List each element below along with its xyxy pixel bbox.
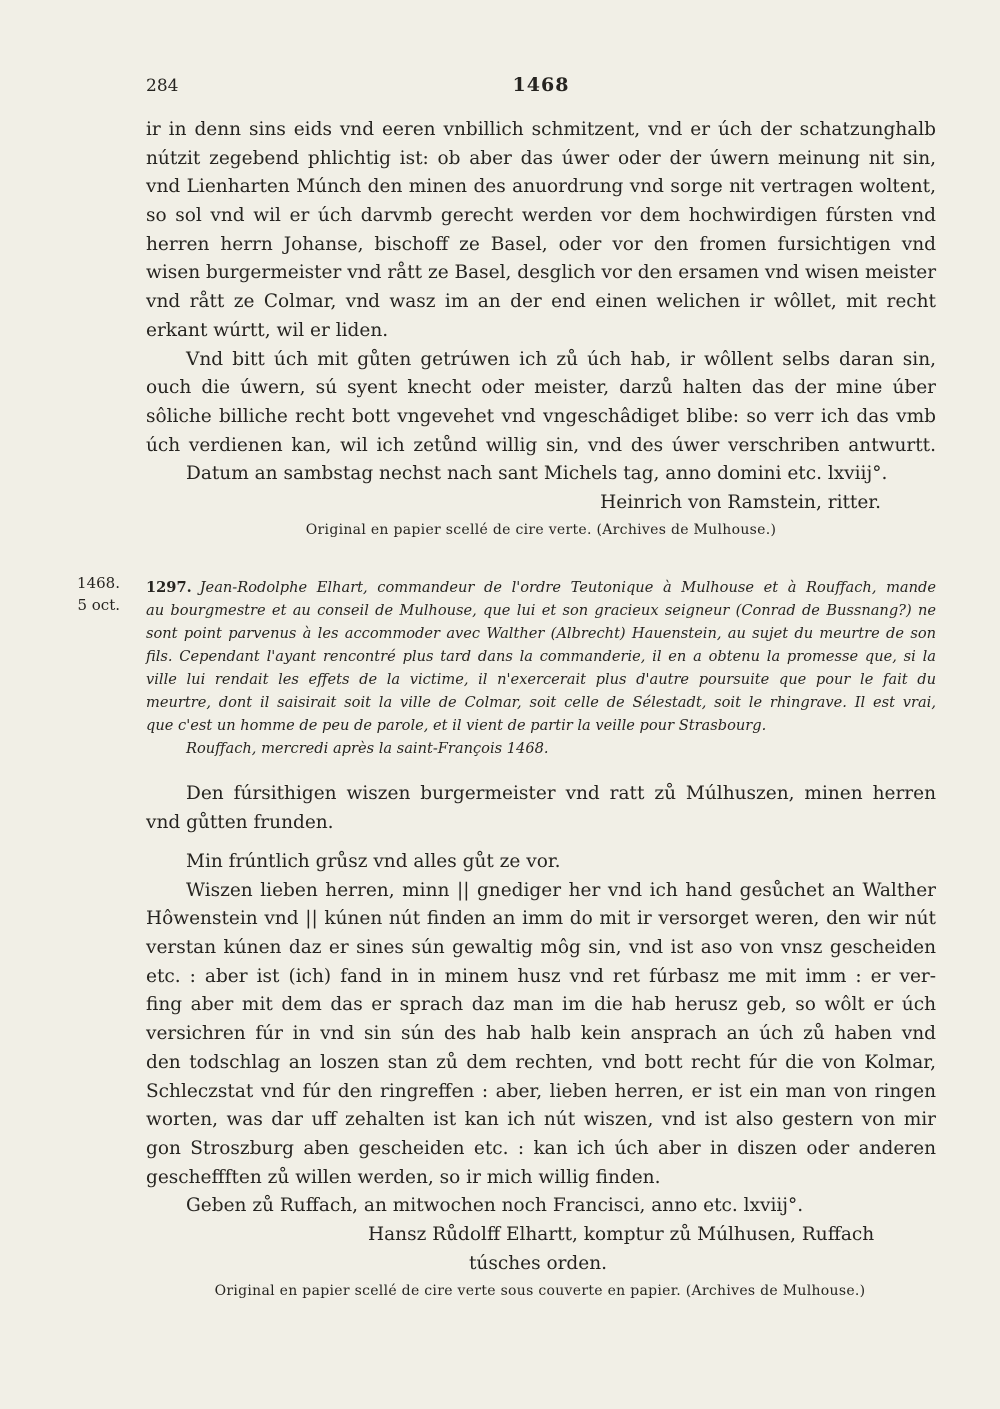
summary-line: que c'est un homme de peu de parole, et il vient de partir la veille pour Strasbourg.	[146, 717, 767, 734]
text-line: sôliche billiche recht bott vngevehet vnd vngeschâdiget blibe: so verr ich das vmb	[146, 405, 936, 427]
text-line: Schleczstat vnd fúr den ringreffen : aber, lieben herren, er ist ein man von ringen	[146, 1080, 936, 1102]
text-line: fing aber mit dem das er sprach daz man im die hab herusz geb, so wôlt er úch	[146, 994, 936, 1016]
page-header	[146, 76, 936, 106]
text-line: ouch die úwern, sú syent knecht oder meister, darzů halten das der mine úber	[146, 377, 936, 399]
document-2-source-note: Original en papier scellé de cire verte sous couverte en papier. (Archives de Mulhouse.)	[214, 1283, 866, 1299]
document-number: 1297.	[146, 579, 192, 596]
margin-day: 5 oct.	[77, 596, 120, 614]
text-line: erkant wúrtt, wil er liden.	[146, 319, 389, 341]
summary-line: sont point parvenus à les accommoder avec Walther (Albrecht) Hauenstein, au sujet du meurtre de son	[146, 625, 936, 642]
summary-line: meurtre, dont il saisirait soit la ville de Colmar, soit celle de Sélestadt, soit le rhingrave. Il est vrai,	[146, 694, 936, 711]
text-line: Vnd bitt úch mit gůten getrúwen ich zů úch hab, ir wôllent selbs daran sin,	[186, 348, 936, 370]
text-line: Wiszen lieben herren, minn || gnediger her vnd ich hand gesůchet an Walther	[186, 879, 936, 901]
text-line: Datum an sambstag nechst nach sant Michels tag, anno domini etc. lxviij°.	[186, 463, 888, 485]
text-line: versichren fúr in vnd sin sún des hab halb kein ansprach an úch zů haben vnd	[146, 1023, 936, 1045]
document-2-address	[146, 780, 936, 837]
margin-year: 1468.	[77, 574, 120, 592]
margin-date	[70, 572, 120, 616]
dating-line: Geben zů Ruffach, an mitwochen noch Francisci, anno etc. lxviij°.	[186, 1195, 804, 1217]
address-line: vnd gůtten frunden.	[146, 811, 334, 833]
page-number: 284	[146, 76, 179, 96]
summary-line: au bourgmestre et au conseil de Mulhouse, que lui et son gracieux seigneur (Conrad de Bussnang?) ne	[146, 602, 936, 619]
text-line: Hôwenstein vnd || kúnen nút finden an imm do mit ir versorget weren, den wir nút	[146, 908, 936, 930]
running-header-year: 1468	[512, 74, 570, 96]
summary-line	[146, 576, 936, 599]
text-line: wisen burgermeister vnd rått ze Basel, desglich vor den ersamen vnd wisen meister	[146, 262, 937, 284]
summary-line: ville lui rendait les effets de la victime, il n'exercerait plus d'autre poursuite que pour le fait du	[146, 671, 936, 688]
document-1-text	[146, 116, 936, 518]
text-line: herren herrn Johanse, bischoff ze Basel, oder vor den fromen fursichtigen vnd	[146, 233, 936, 255]
text-line: gon Stroszburg aben gescheiden etc. : kan ich úch aber in diszen oder anderen	[146, 1137, 936, 1159]
greeting-line: Min frúntlich grůsz vnd alles gůt ze vor.	[186, 851, 561, 872]
document-2-body	[146, 848, 936, 1278]
text-line: den todschlag an loszen stan zů dem rechten, vnd bott recht fúr die von Kolmar,	[146, 1051, 936, 1073]
text-line: verstan kúnen daz er sines sún gewaltig môg sin, vnd ist aso von vnsz gescheiden	[146, 937, 936, 959]
document-2-signature: túsches orden.	[469, 1252, 608, 1274]
document-2-signature: Hansz Růdolff Elhartt, komptur zů Múlhusen, Ruffach	[368, 1223, 875, 1245]
text-line: worten, was dar uff zehalten ist kan ich nút wiszen, vnd ist also gestern von mir	[146, 1109, 936, 1131]
text-line: vnd Lienharten Múnch den minen des anuordrung vnd sorge nit vertragen woltent,	[146, 176, 936, 198]
text-line: so sol vnd wil er úch darvmb gerecht werden vor dem hochwirdigen fúrsten vnd	[146, 205, 936, 227]
summary-text: Jean-Rodolphe Elhart, commandeur de l'ordre Teutonique à Mulhouse et à Rouffach, mande	[199, 579, 936, 596]
text-line: ir in denn sins eids vnd eeren vnbillich schmitzent, vnd er úch der schatzunghalb	[146, 119, 936, 140]
text-line: gescheffften zů willen werden, so ir mich willig finden.	[146, 1166, 661, 1188]
address-line: Den fúrsithigen wiszen burgermeister vnd ratt zů Múlhuszen, minen herren	[186, 783, 936, 804]
summary-place-date: Rouffach, mercredi après la saint-François 1468.	[186, 740, 549, 757]
document-1-signature: Heinrich von Ramstein, ritter.	[600, 491, 881, 513]
summary-line: fils. Cependant l'ayant rencontré plus tard dans la commanderie, il en a obtenu la promesse que, si la	[146, 648, 936, 665]
text-line: úch verdienen kan, wil ich zetůnd willig sin, vnd des úwer verschriben antwurtt.	[146, 434, 936, 456]
document-2-summary	[146, 576, 936, 760]
text-line: vnd rått ze Colmar, vnd wasz im an der end einen welichen ir wôllet, mit recht	[146, 291, 936, 313]
document-1-source-note: Original en papier scellé de cire verte. (Archives de Mulhouse.)	[305, 522, 777, 538]
text-line: nútzit zegebend phlichtig ist: ob aber das úwer oder der úwern meinung nit sin,	[146, 147, 936, 169]
text-line: etc. : aber ist (ich) fand in in minem husz vnd ret fúrbasz me mit imm : er ver-	[146, 965, 936, 987]
